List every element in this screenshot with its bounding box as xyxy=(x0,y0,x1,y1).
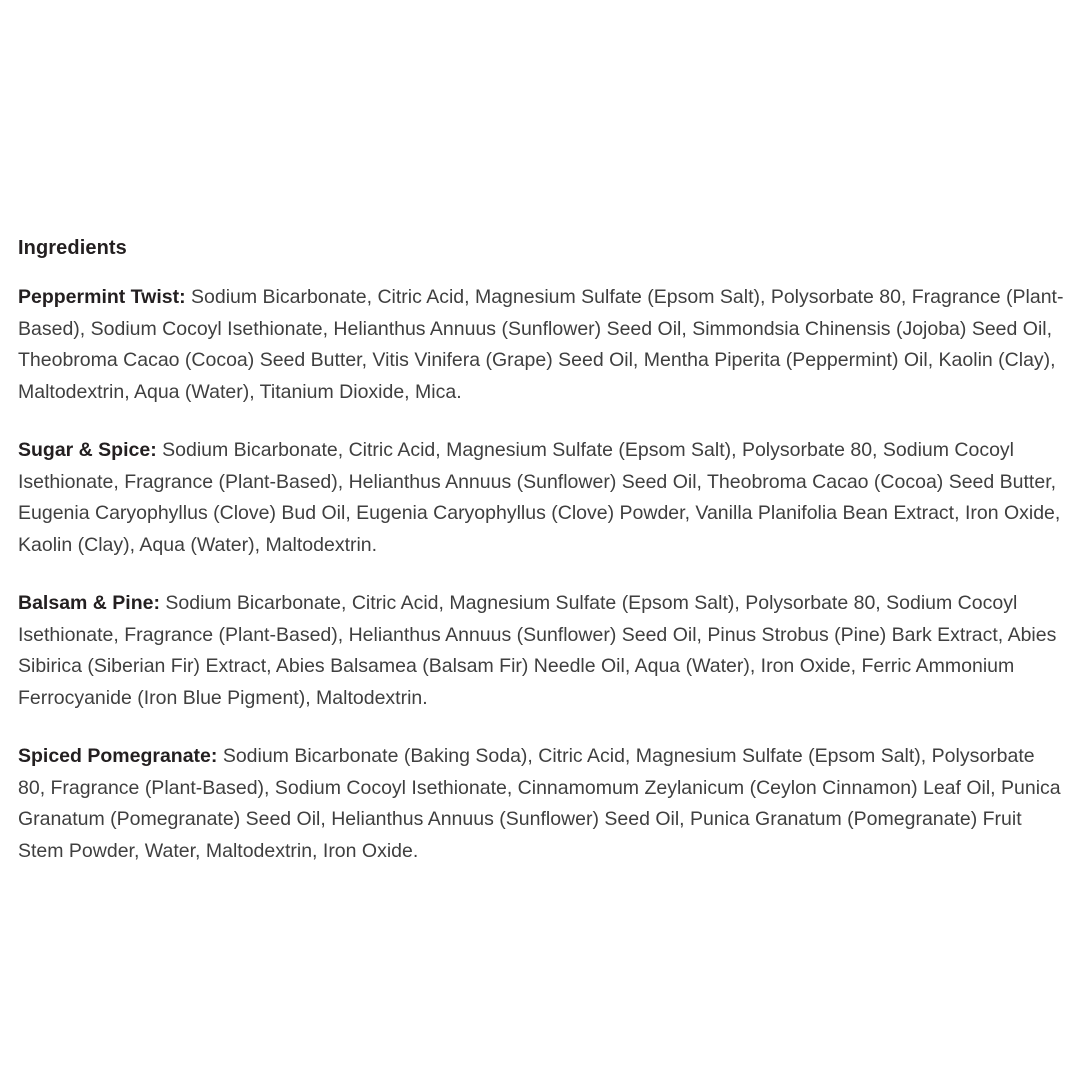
ingredient-block xyxy=(18,588,1064,714)
variant-name: Sugar & Spice: xyxy=(18,439,157,461)
variant-name: Spiced Pomegranate: xyxy=(18,745,218,767)
ingredient-block xyxy=(18,741,1064,867)
ingredient-block xyxy=(18,435,1064,561)
variant-name: Balsam & Pine: xyxy=(18,592,160,614)
variant-ingredients: Sodium Bicarbonate, Citric Acid, Magnesium Sulfate (Epsom Salt), Polysorbate 80, Fragrance (Plant-Based), Sodium Cocoyl Isethionate, Helianthus Annuus (Sunflower) Seed Oil, Simmondsia Chinensis (Jojoba) Seed Oil, Theobroma Cacao (Cocoa) Seed Butter, Vitis Vinifera (Grape) Seed Oil, Mentha Piperita (Peppermint) Oil, Kaolin (Clay), Maltodextrin, Aqua (Water), Titanium Dioxide, Mica. xyxy=(18,286,1064,403)
ingredients-content xyxy=(18,236,1064,867)
variant-ingredients: Sodium Bicarbonate, Citric Acid, Magnesium Sulfate (Epsom Salt), Polysorbate 80, Sodium Cocoyl Isethionate, Fragrance (Plant-Based), Helianthus Annuus (Sunflower) Seed Oil, Pinus Strobus (Pine) Bark Extract, Abies Sibirica (Siberian Fir) Extract, Abies Balsamea (Balsam Fir) Needle Oil, Aqua (Water), Iron Oxide, Ferric Ammonium Ferrocyanide (Iron Blue Pigment), Maltodextrin. xyxy=(18,592,1057,709)
ingredient-block xyxy=(18,282,1064,408)
variant-ingredients: Sodium Bicarbonate, Citric Acid, Magnesium Sulfate (Epsom Salt), Polysorbate 80, Sodium Cocoyl Isethionate, Fragrance (Plant-Based), Helianthus Annuus (Sunflower) Seed Oil, Theobroma Cacao (Cocoa) Seed Butter, Eugenia Caryophyllus (Clove) Bud Oil, Eugenia Caryophyllus (Clove) Powder, Vanilla Planifolia Bean Extract, Iron Oxide, Kaolin (Clay), Aqua (Water), Maltodextrin. xyxy=(18,439,1061,556)
variant-ingredients: Sodium Bicarbonate (Baking Soda), Citric Acid, Magnesium Sulfate (Epsom Salt), Polysorbate 80, Fragrance (Plant-Based), Sodium Cocoyl Isethionate, Cinnamomum Zeylanicum (Ceylon Cinnamon) Leaf Oil, Punica Granatum (Pomegranate) Seed Oil, Helianthus Annuus (Sunflower) Seed Oil, Punica Granatum (Pomegranate) Fruit Stem Powder, Water, Maltodextrin, Iron Oxide. xyxy=(18,745,1061,862)
variant-name: Peppermint Twist: xyxy=(18,286,186,308)
page-title: Ingredients xyxy=(18,237,127,259)
